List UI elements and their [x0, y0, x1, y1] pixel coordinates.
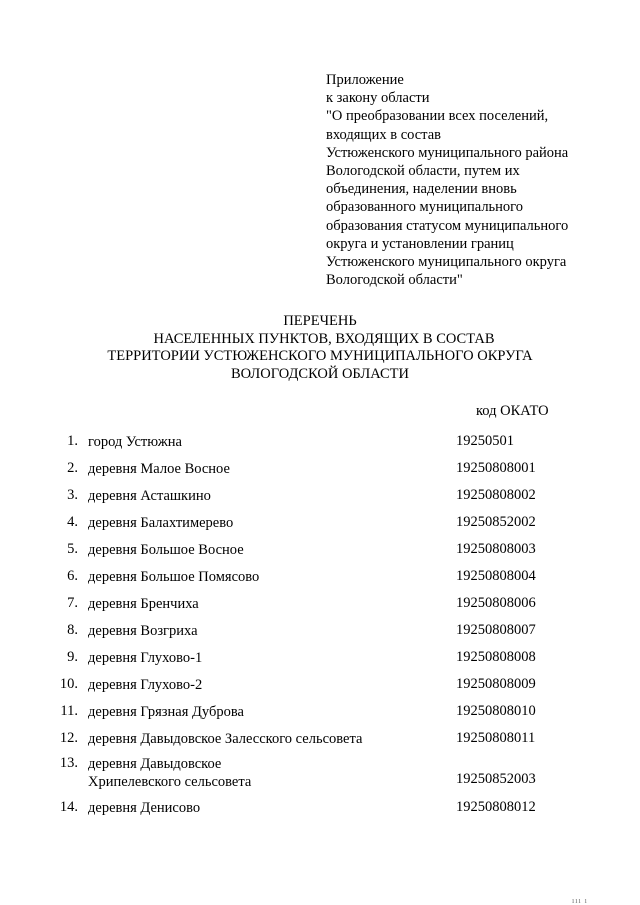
settlement-name: деревня Малое Восное	[88, 461, 230, 477]
okato-code: 19250808006	[456, 595, 536, 611]
scan-marks: ııı ı	[572, 896, 588, 905]
document-title	[0, 313, 640, 383]
row-number: 12.	[59, 730, 78, 746]
appendix-line: входящих в состав	[326, 126, 441, 143]
appendix-line: Устюженского муниципального района	[326, 144, 569, 161]
okato-code: 19250808003	[456, 541, 536, 557]
okato-column-header: код ОКАТО	[476, 403, 549, 419]
okato-code: 19250808008	[456, 649, 536, 665]
settlement-name: деревня Денисово	[88, 800, 201, 816]
row-number: 7.	[67, 595, 78, 611]
okato-code: 19250852002	[456, 514, 536, 530]
okato-code: 19250808010	[456, 703, 536, 719]
row-number: 9.	[67, 649, 78, 665]
row-number: 5.	[67, 541, 78, 557]
title-line: ТЕРРИТОРИИ УСТЮЖЕНСКОГО МУНИЦИПАЛЬНОГО ОКРУГА	[107, 348, 533, 364]
settlement-name-line: деревня Давыдовское	[88, 756, 222, 772]
appendix-line: образованного муниципального	[326, 199, 524, 216]
settlement-name: деревня Глухово-1	[88, 650, 203, 666]
okato-code: 19250852003	[456, 771, 536, 787]
settlement-name: деревня Возгриха	[88, 623, 198, 639]
row-number: 10.	[59, 676, 78, 692]
settlement-name: деревня Большое Восное	[88, 542, 244, 558]
settlement-name: деревня Бренчиха	[88, 596, 199, 612]
row-number: 1.	[67, 433, 78, 449]
appendix-line: Вологодской области"	[326, 272, 463, 289]
title-line: ВОЛОГОДСКОЙ ОБЛАСТИ	[231, 365, 409, 382]
title-line: ПЕРЕЧЕНЬ	[283, 313, 357, 329]
appendix-block	[326, 71, 568, 289]
okato-code: 19250808011	[456, 730, 536, 746]
okato-code: 19250808001	[456, 460, 536, 476]
settlement-name: деревня Давыдовское Залесского сельсовета	[88, 731, 363, 747]
appendix-line: округа и установлении границ	[326, 235, 514, 252]
row-number: 14.	[59, 799, 78, 815]
settlement-name: деревня Асташкино	[88, 488, 211, 504]
okato-code: 19250808002	[456, 487, 536, 503]
settlement-name-line: Хрипелевского сельсовета	[88, 774, 252, 790]
okato-code: 19250808009	[456, 676, 536, 692]
appendix-line: Вологодской области, путем их	[326, 163, 520, 180]
appendix-line: к закону области	[326, 90, 430, 107]
row-number: 8.	[67, 622, 78, 638]
settlement-name: деревня Глухово-2	[88, 677, 203, 693]
row-number: 6.	[67, 568, 78, 584]
settlement-name: деревня Балахтимерево	[88, 515, 234, 531]
row-number: 13.	[59, 755, 78, 771]
appendix-line: Приложение	[326, 72, 404, 88]
appendix-line: Устюженского муниципального округа	[326, 254, 567, 271]
okato-code: 19250808007	[456, 622, 536, 638]
settlement-name: город Устюжна	[88, 434, 182, 450]
row-number: 4.	[67, 514, 78, 530]
settlement-name: деревня Грязная Дуброва	[88, 704, 244, 720]
okato-code: 19250808012	[456, 799, 536, 815]
row-number: 3.	[67, 487, 78, 503]
appendix-line: "О преобразовании всех поселений,	[326, 108, 549, 125]
settlement-name: деревня Большое Помясово	[88, 569, 260, 585]
okato-code: 19250501	[456, 433, 514, 449]
appendix-line: объединения, наделении вновь	[326, 181, 517, 198]
row-number: 2.	[67, 460, 78, 476]
row-number: 11.	[60, 703, 78, 719]
okato-code: 19250808004	[456, 568, 536, 584]
appendix-line: образования статусом муниципального	[326, 217, 569, 234]
settlement-name	[88, 755, 251, 791]
title-line: НАСЕЛЕННЫХ ПУНКТОВ, ВХОДЯЩИХ В СОСТАВ	[153, 330, 495, 347]
